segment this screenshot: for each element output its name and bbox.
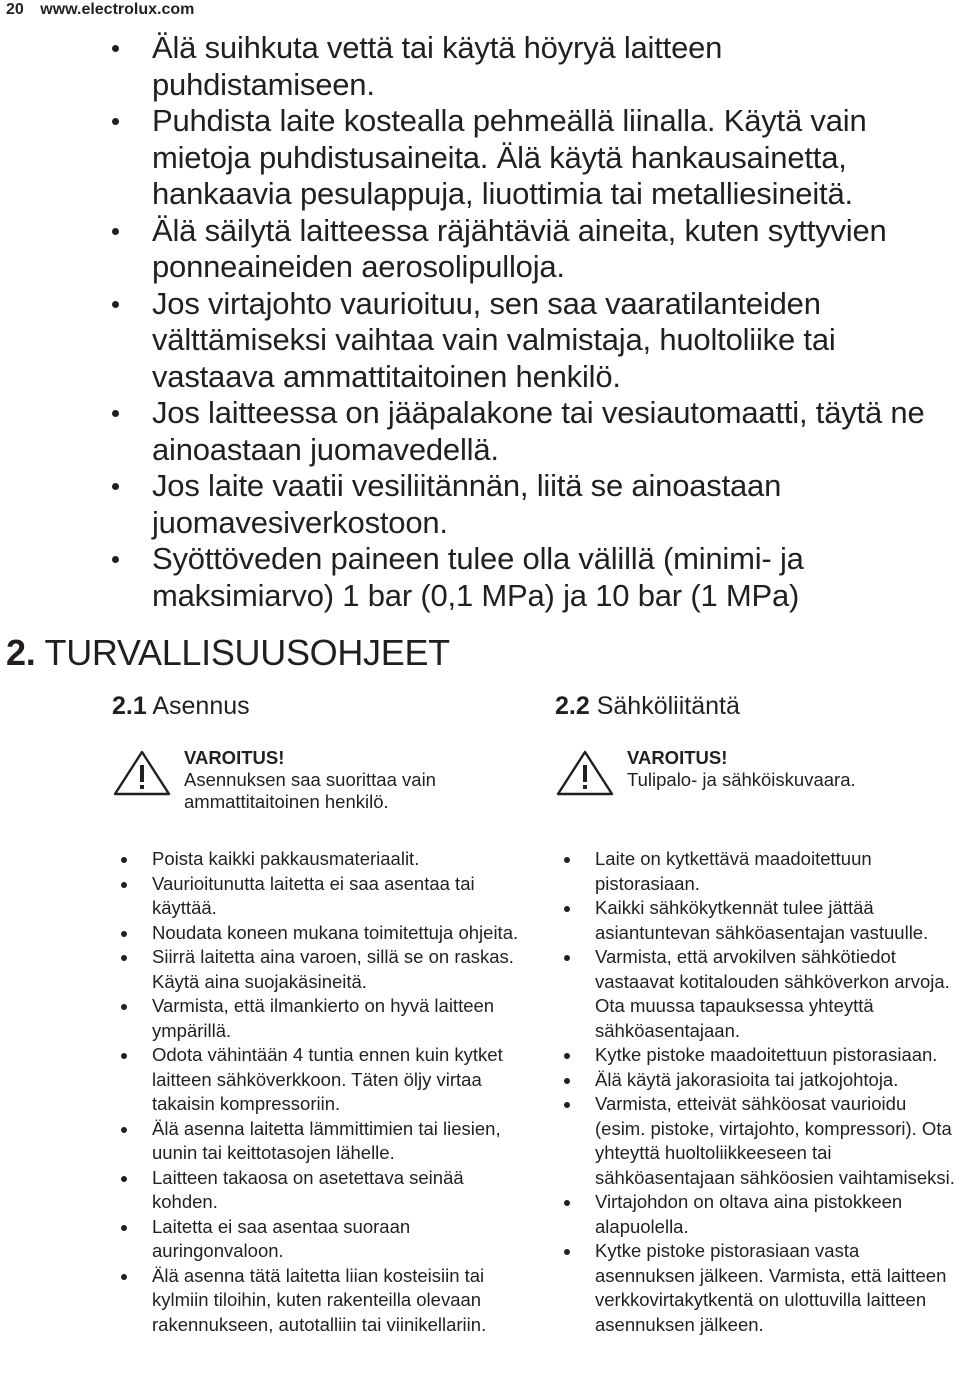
subsection-title: Asennus bbox=[152, 692, 250, 720]
warning-message: Tulipalo- ja sähköiskuvaara. bbox=[627, 769, 856, 790]
list-item: Älä säilytä laitteessa räjähtäviä aineita, kuten syttyvien ponneaineiden aerosolipulloja. bbox=[112, 213, 942, 286]
page-header bbox=[6, 0, 194, 20]
warning-triangle-icon bbox=[112, 749, 172, 797]
section-title: TURVALLISUUSOHJEET bbox=[44, 632, 450, 673]
site-url: www.electrolux.com bbox=[40, 1, 195, 18]
list-item: Jos virtajohto vaurioituu, sen saa vaaratilanteiden välttämiseksi vaihtaa vain valmistaja, huoltoliike tai vastaava ammattitaitoinen henkilö. bbox=[112, 286, 942, 396]
warning-heading: VAROITUS! bbox=[627, 747, 728, 768]
list-item: Älä suihkuta vettä tai käytä höyryä laitteen puhdistamiseen. bbox=[112, 30, 942, 103]
warning-text bbox=[184, 747, 544, 813]
list-item: Varmista, etteivät sähköosat vaurioidu (esim. pistoke, virtajohto, kompressori). Ota yhteyttä huoltoliikkeeseen tai sähköasentajaan sähköosien vaihtamiseksi. bbox=[555, 1092, 955, 1190]
list-item: Syöttöveden paineen tulee olla välillä (minimi- ja maksimiarvo) 1 bar (0,1 MPa) ja 10 bar (1 MPa) bbox=[112, 541, 942, 614]
list-item: Jos laitteessa on jääpalakone tai vesiautomaatti, täytä ne ainoastaan juomavedellä. bbox=[112, 395, 942, 468]
subsection-heading-installation bbox=[112, 690, 532, 722]
page-number: 20 bbox=[6, 1, 24, 18]
warning-message: Asennuksen saa suorittaa vain ammattitaitoinen henkilö. bbox=[184, 769, 436, 812]
list-item: Laitetta ei saa asentaa suoraan auringonvaloon. bbox=[112, 1215, 532, 1264]
list-item: Odota vähintään 4 tuntia ennen kuin kytket laitteen sähköverkkoon. Täten öljy virtaa takaisin kompressoriin. bbox=[112, 1043, 532, 1117]
list-item: Puhdista laite kostealla pehmeällä liinalla. Käytä vain mietoja puhdistusaineita. Älä käytä hankausainetta, hankaavia pesulappuja, liuottimia tai metalliesineitä. bbox=[112, 103, 942, 213]
warning-box bbox=[112, 747, 532, 827]
list-item: Kytke pistoke pistorasiaan vasta asennuksen jälkeen. Varmista, että laitteen verkkovirtakytkentä on ulottuvilla laitteen asennuksen jälkeen. bbox=[555, 1239, 955, 1337]
list-item: Älä asenna laitetta lämmittimien tai liesien, uunin tai keittotasojen lähelle. bbox=[112, 1117, 532, 1166]
cleaning-safety-list bbox=[112, 30, 942, 614]
list-item: Noudata koneen mukana toimitettuja ohjeita. bbox=[112, 921, 532, 946]
electrical-column bbox=[555, 690, 955, 1337]
subsection-number: 2.2 bbox=[555, 692, 590, 720]
section-heading bbox=[6, 632, 450, 674]
subsection-heading-electrical bbox=[555, 690, 955, 722]
list-item: Siirrä laitetta aina varoen, sillä se on raskas. Käytä aina suojakäsineitä. bbox=[112, 945, 532, 994]
list-item: Laitteen takaosa on asetettava seinää kohden. bbox=[112, 1166, 532, 1215]
list-item: Varmista, että ilmankierto on hyvä laitteen ympärillä. bbox=[112, 994, 532, 1043]
list-item: Vaurioitunutta laitetta ei saa asentaa tai käyttää. bbox=[112, 872, 532, 921]
warning-triangle-icon bbox=[555, 749, 615, 797]
list-item: Älä asenna tätä laitetta liian kosteisiin tai kylmiin tiloihin, kuten rakenteilla olevaan rakennukseen, autotalliin tai viinikellariin. bbox=[112, 1264, 532, 1338]
list-item: Virtajohdon on oltava aina pistokkeen alapuolella. bbox=[555, 1190, 955, 1239]
warning-text bbox=[627, 747, 960, 791]
list-item: Varmista, että arvokilven sähkötiedot vastaavat kotitalouden sähköverkon arvoja. Ota muussa tapauksessa yhteyttä sähköasentajaan. bbox=[555, 945, 955, 1043]
list-item: Kaikki sähkökytkennät tulee jättää asiantuntevan sähköasentajan vastuulle. bbox=[555, 896, 955, 945]
electrical-list bbox=[555, 847, 955, 1337]
warning-heading: VAROITUS! bbox=[184, 747, 285, 768]
warning-box bbox=[555, 747, 955, 827]
list-item: Kytke pistoke maadoitettuun pistorasiaan. bbox=[555, 1043, 955, 1068]
section-number: 2. bbox=[6, 632, 36, 673]
subsection-title: Sähköliitäntä bbox=[596, 692, 740, 720]
list-item: Laite on kytkettävä maadoitettuun pistorasiaan. bbox=[555, 847, 955, 896]
subsection-number: 2.1 bbox=[112, 692, 147, 720]
installation-column bbox=[112, 690, 532, 1337]
list-item: Jos laite vaatii vesiliitännän, liitä se ainoastaan juomavesiverkostoon. bbox=[112, 468, 942, 541]
list-item: Älä käytä jakorasioita tai jatkojohtoja. bbox=[555, 1068, 955, 1093]
list-item: Poista kaikki pakkausmateriaalit. bbox=[112, 847, 532, 872]
installation-list bbox=[112, 847, 532, 1337]
